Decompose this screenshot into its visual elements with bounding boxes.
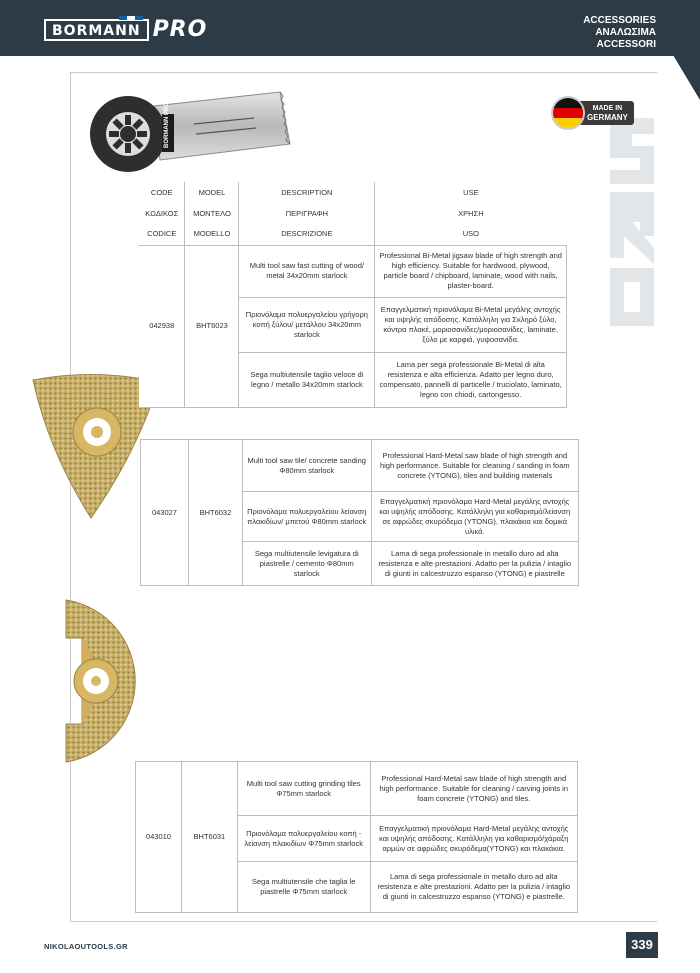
col-use-header-it: USO	[462, 229, 480, 239]
product-table-043010	[135, 761, 578, 913]
use-it: Lama di sega professionale in metallo duro ad alta resistenza e alte prestazioni. Adatto per la pulizia / intaglio di giunti in calcestruzzo espanso (YTONG) e piastrelle	[371, 542, 578, 586]
description-gr: Πριονόλαμα πολυεργαλείου λείανση πλακιδίων/ μπετού Φ80mm starlock	[242, 492, 371, 542]
description-gr: Πριονόλαμα πολυεργαλείου κοπή - λείανση πλακιδίων Φ75mm starlock	[237, 816, 370, 862]
col-code-header-gr: ΚΩΔΙΚΟΣ	[139, 203, 185, 224]
german-flag-icon	[551, 96, 585, 130]
header-row-it	[139, 224, 567, 245]
col-description-header: DESCRIPTION	[239, 182, 375, 203]
col-description-header-gr: ΠΕΡΙΓΡΑΦΗ	[239, 203, 375, 224]
description-it: Sega multiutensile che taglia le piastrelle Φ75mm starlock	[237, 862, 370, 913]
use-gr: Επαγγελματική πριονόλαμα Hard-Metal μεγάλης αντοχής και υψηλής απόδοσης. Κατάλληλη για καθαρισμό/χάραξη αρμών σε αφρώδες σκυρόδεμα(YTONG) και πλακάκια.	[370, 816, 577, 862]
product-table-042938	[139, 182, 567, 408]
page-number: 339	[626, 932, 658, 958]
col-model-header-it: MODELLO	[185, 224, 239, 245]
col-use-header: USE	[463, 187, 479, 197]
description-en: Multi tool saw fast cutting of wood/ metal 34x20mm starlock	[239, 245, 375, 297]
pro-watermark-icon	[602, 118, 662, 328]
use-en: Professional Hard-Metal saw blade of high strength and high performance. Suitable for cleaning / carving joints in foam concrete (YTONG) and tiles.	[370, 762, 577, 816]
description-en: Multi tool saw tile/ concrete sanding Φ80mm starlock	[242, 440, 371, 492]
use-en: Professional Hard-Metal saw blade of high strength and high performance. Suitable for cleaning / sanding in foam concrete (YTONG), tiles and building materials	[371, 440, 578, 492]
badge-line1: MADE IN	[592, 105, 623, 112]
brand-logo-box	[44, 19, 149, 41]
use-en: Professional Bi-Metal jigsaw blade of high strength and high efficiency. Suitable for hardwood, plywood, particle board / chipboard, laminate, wood with nails, plaster-board.	[375, 245, 567, 297]
description-it: Sega multiutensile taglio veloce di legno / metallo 34x20mm starlock	[239, 352, 375, 407]
use-gr: Επαγγελματική πριονόλαμα Hard-Metal μεγάλης αντοχής και υψηλής απόδοσης. Κατάλληλη για καθαρισμό/λείανση σε αφρώδες σκυρόδεμα (YTONG), πλακάκια και δομικά υλικά.	[371, 492, 578, 542]
brand-suffix: PRO	[152, 17, 208, 42]
header-categories	[583, 15, 656, 51]
product-code: 043027	[141, 440, 189, 586]
product-model: BHT6032	[188, 440, 242, 586]
product-model: BHT6023	[185, 245, 239, 407]
use-it: Lama per sega professionale Bi-Metal di alta resistenza e alta efficienza. Adatto per legno duro, compensato, pannelli di particelle / truciolato, laminato, legno con chiodi, cartongesso.	[375, 352, 567, 407]
brand-logo	[44, 17, 207, 42]
table-row	[141, 440, 579, 492]
description-it: Sega multiutensile levigatura di piastrelle / cemento Φ80mm starlock	[242, 542, 371, 586]
use-it: Lama di sega professionale in metallo duro ad alta resistenza e alte prestazioni. Adatto per la pulizia / intaglio di giunti in calcestruzzo espanso (YTONG) e piastrelle.	[370, 862, 577, 913]
col-code-header-it: CODICE	[139, 224, 185, 245]
header-row-en	[139, 182, 567, 203]
blade-brand-label: BORMANN PRO	[164, 102, 170, 148]
product-code: 042938	[139, 245, 185, 407]
made-in-germany-badge	[551, 96, 634, 130]
semicircle-blade-image	[62, 596, 174, 766]
col-code-header: CODE	[139, 182, 185, 203]
table-row	[136, 762, 578, 816]
col-model-header: MODEL	[185, 182, 239, 203]
footer-url[interactable]: NIKOLAOUTOOLS.GR	[44, 942, 128, 951]
bimetal-blade-image	[84, 84, 302, 184]
table-row	[139, 245, 567, 297]
category-en: ACCESSORIES	[583, 15, 656, 26]
product-model: BHT6031	[181, 762, 237, 913]
category-gr: ΑΝΑΛΩΣΙΜΑ	[595, 27, 656, 38]
description-gr: Πριονόλαμα πολυεργαλείου γρήγορη κοπή ξύλου/ μετάλλου 34x20mm starlock	[239, 297, 375, 352]
header-row-gr	[139, 203, 567, 224]
badge-line2: GERMANY	[587, 113, 628, 122]
use-gr: Επαγγελματική πριονόλαμα Bi-Metal μεγάλης αντοχής και υψηλής απόδοσης. Κατάλληλη για Σκληρό ξύλο, κόντρα πλακέ, μοριοσανίδες/μοριοσανίδες, laminate, ξύλο με καρφιά, γυψοσανίδα.	[375, 297, 567, 352]
category-it: ACCESSORI	[596, 39, 656, 50]
col-description-header-it: DESCRIZIONE	[239, 224, 375, 245]
description-en: Multi tool saw cutting grinding tiles Φ75mm starlock	[237, 762, 370, 816]
col-model-header-gr: ΜΟΝΤΕΛΟ	[185, 203, 239, 224]
greek-flag-icon	[119, 16, 143, 20]
col-use-header-gr: ΧΡΗΣΗ	[458, 208, 484, 218]
product-table-043027	[140, 439, 579, 586]
product-code: 043010	[136, 762, 182, 913]
brand-name: BORMANN	[52, 22, 141, 39]
